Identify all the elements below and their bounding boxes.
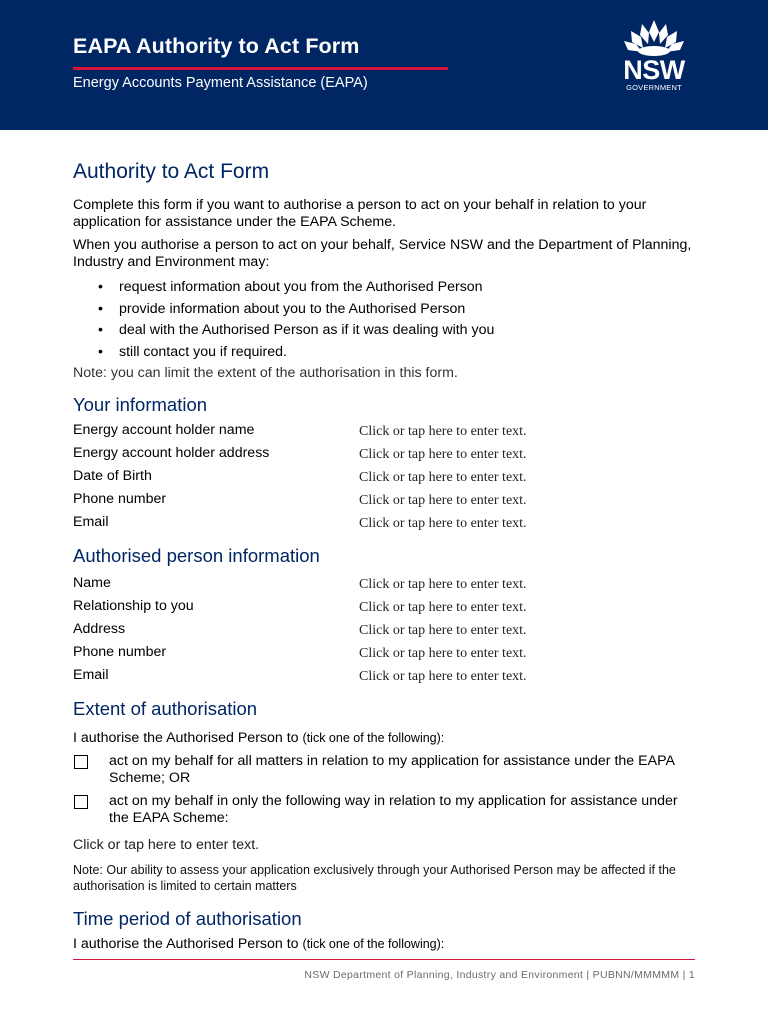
field-label: Energy account holder name (73, 422, 255, 438)
title-underline (73, 67, 448, 70)
field-label: Email (73, 667, 109, 683)
instruction-hint: (tick one of the following): (302, 731, 445, 745)
form-row (73, 422, 695, 445)
extent-section (73, 696, 695, 894)
form-body (73, 156, 695, 959)
list-item: • still contact you if required. (119, 342, 695, 364)
nsw-government-logo (612, 18, 696, 94)
time-period-section (73, 906, 695, 953)
field-label: Email (73, 514, 109, 530)
form-row (73, 575, 695, 598)
section-heading: Time period of authorisation (73, 908, 302, 929)
field-label: Date of Birth (73, 468, 152, 484)
permissions-list (73, 277, 695, 363)
all-matters-checkbox[interactable] (74, 755, 88, 769)
option-all-matters (73, 753, 695, 787)
intro-paragraph-1: Complete this form if you want to authorise a person to act on your behalf in relation to your application for assistance under the EAPA Scheme. (73, 197, 647, 230)
header-banner (0, 0, 768, 130)
government-wordmark: GOVERNMENT (626, 83, 682, 92)
intro-paragraph-2: When you authorise a person to act on your behalf, Service NSW and the Department of Planning, Industry and Environment may: (73, 237, 692, 270)
option-limited (73, 793, 695, 827)
section-heading: Extent of authorisation (73, 698, 258, 719)
authorised-address-field[interactable]: Click or tap here to enter text. (359, 623, 527, 638)
account-holder-address-field[interactable]: Click or tap here to enter text. (359, 447, 527, 462)
field-label: Address (73, 621, 126, 637)
email-field[interactable]: Click or tap here to enter text. (359, 516, 527, 531)
list-item: • request information about you from the Authorised Person (119, 277, 695, 299)
form-row (73, 445, 695, 468)
account-holder-name-field[interactable]: Click or tap here to enter text. (359, 424, 527, 439)
form-row (73, 621, 695, 644)
option-label: act on my behalf in only the following way in relation to my application for assistance under the EAPA Scheme: (109, 793, 678, 826)
time-period-instruction (73, 936, 695, 953)
limit-note: Note: you can limit the extent of the authorisation in this form. (73, 365, 458, 381)
authorised-phone-field[interactable]: Click or tap here to enter text. (359, 646, 527, 661)
waratah-icon (612, 18, 696, 58)
phone-number-field[interactable]: Click or tap here to enter text. (359, 493, 527, 508)
limited-details-field[interactable]: Click or tap here to enter text. (73, 837, 260, 853)
list-item: • deal with the Authorised Person as if it was dealing with you (119, 320, 695, 342)
field-label: Relationship to you (73, 598, 194, 614)
authorised-email-field[interactable]: Click or tap here to enter text. (359, 669, 527, 684)
form-row (73, 514, 695, 537)
form-row (73, 667, 695, 690)
your-information-section (73, 392, 695, 537)
authorised-person-section (73, 543, 695, 690)
limited-checkbox[interactable] (74, 795, 88, 809)
list-item: • provide information about you to the Authorised Person (119, 299, 695, 321)
extent-instruction (73, 730, 695, 747)
relationship-field[interactable]: Click or tap here to enter text. (359, 600, 527, 615)
field-label: Phone number (73, 491, 167, 507)
option-label: act on my behalf for all matters in relation to my application for assistance under the EAPA Scheme; OR (109, 753, 675, 786)
field-label: Phone number (73, 644, 167, 660)
form-heading: Authority to Act Form (73, 160, 270, 183)
extent-note: Note: Our ability to assess your application exclusively through your Authorised Person may be affected if the authorisation is limited to certain matters (73, 863, 676, 893)
section-heading: Your information (73, 394, 208, 415)
instruction-hint: (tick one of the following): (302, 937, 445, 951)
section-heading: Authorised person information (73, 545, 320, 566)
instruction-text: I authorise the Authorised Person to (73, 936, 299, 952)
document-subtitle: Energy Accounts Payment Assistance (EAPA) (73, 75, 368, 91)
field-label: Energy account holder address (73, 445, 270, 461)
page-footer: NSW Department of Planning, Industry and Environment | PUBNN/MMMMM | 1 (304, 969, 695, 981)
document-title: EAPA Authority to Act Form (73, 34, 360, 58)
footer-divider (73, 959, 695, 960)
form-row (73, 468, 695, 491)
instruction-text: I authorise the Authorised Person to (73, 730, 299, 746)
field-label: Name (73, 575, 111, 591)
form-row (73, 491, 695, 514)
form-row (73, 644, 695, 667)
nsw-wordmark: NSW (623, 55, 685, 85)
form-row (73, 598, 695, 621)
date-of-birth-field[interactable]: Click or tap here to enter text. (359, 470, 527, 485)
authorised-name-field[interactable]: Click or tap here to enter text. (359, 577, 527, 592)
